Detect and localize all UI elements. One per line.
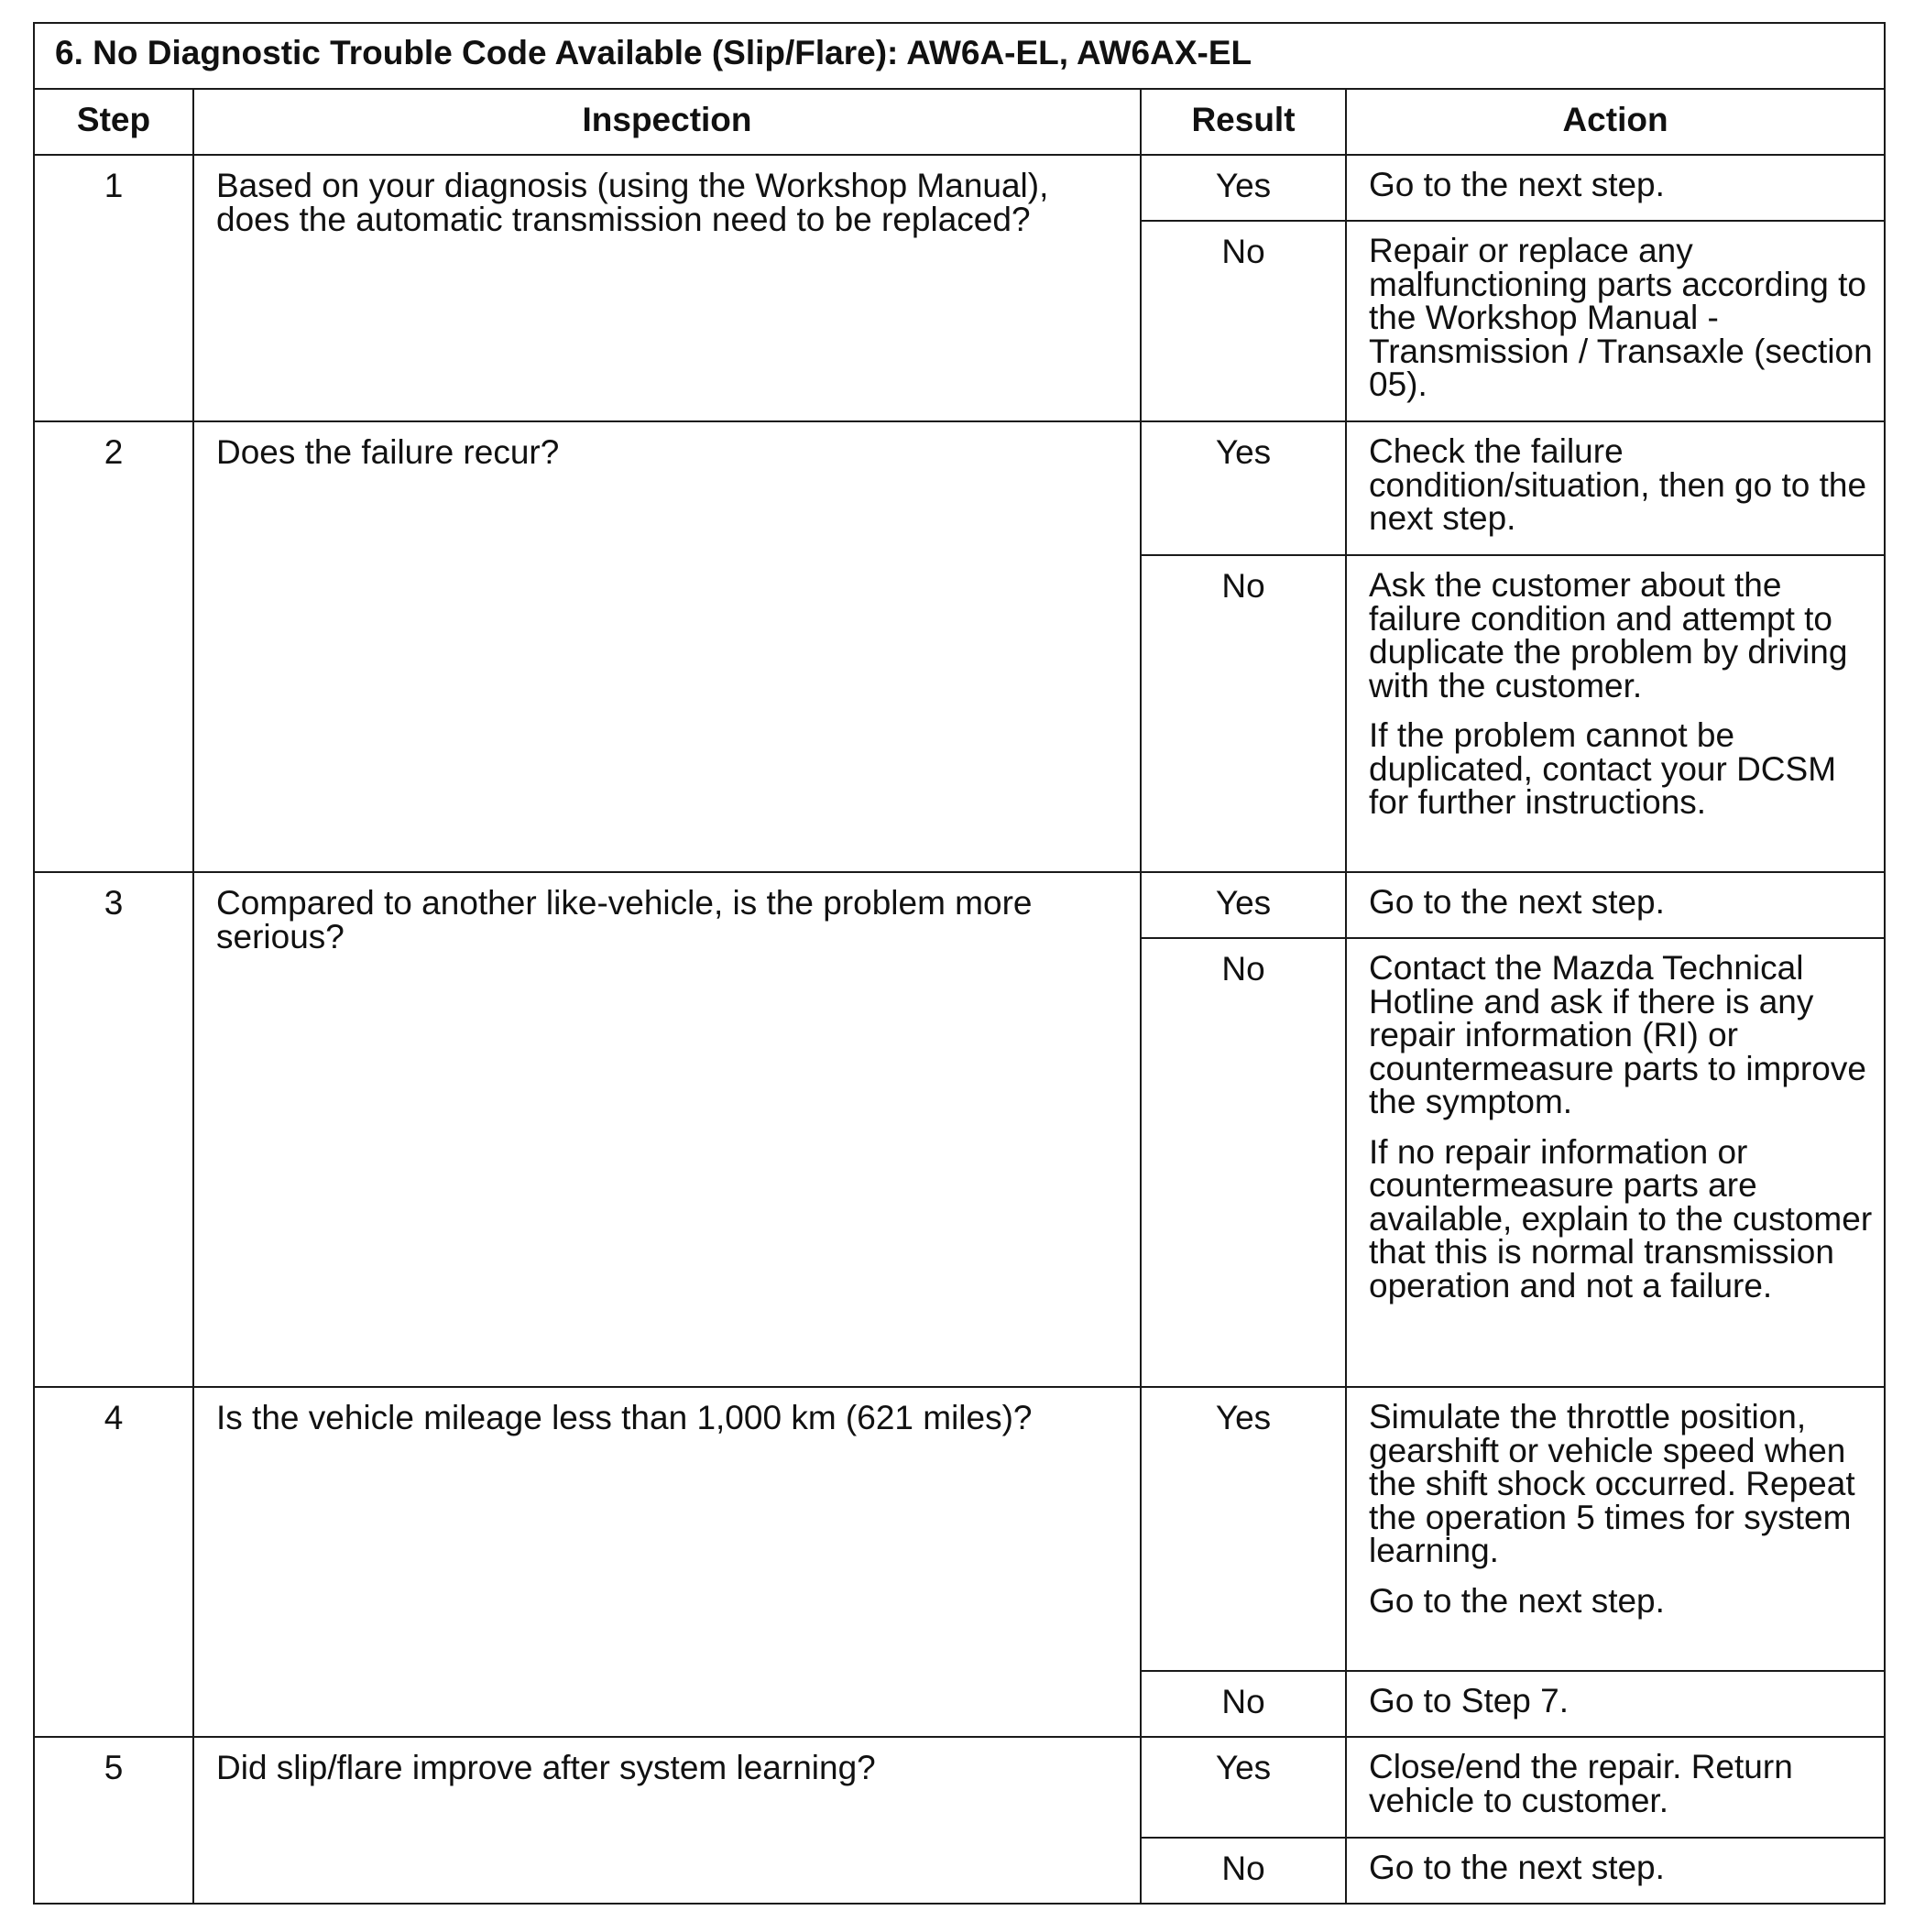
inspection-question: Did slip/flare improve after system learning? (193, 1737, 1141, 1904)
action-text: Go to the next step. (1369, 1849, 1665, 1886)
action-text: Contact the Mazda Technical Hotline and ask if there is any repair information (RI) or countermeasure parts to improve the symptom. (1369, 949, 1866, 1120)
result-yes: Yes (1141, 155, 1346, 221)
action-no (1346, 938, 1885, 1387)
diagnostic-table (33, 22, 1886, 1905)
result-no: No (1141, 1671, 1346, 1737)
action-yes (1346, 421, 1885, 555)
result-yes: Yes (1141, 1387, 1346, 1671)
title-row (34, 23, 1885, 89)
result-yes: Yes (1141, 872, 1346, 938)
step-number: 5 (34, 1737, 193, 1904)
step-number: 3 (34, 872, 193, 1387)
action-no (1346, 1838, 1885, 1904)
result-no: No (1141, 555, 1346, 872)
table-row (34, 872, 1885, 938)
table-body (34, 155, 1885, 1904)
result-no: No (1141, 221, 1346, 421)
action-text: If the problem cannot be duplicated, contact your DCSM for further instructions. (1369, 716, 1837, 821)
action-no (1346, 555, 1885, 872)
action-text: Go to Step 7. (1369, 1682, 1569, 1719)
table-row (34, 421, 1885, 555)
action-text: Close/end the repair. Return vehicle to customer. (1369, 1748, 1793, 1819)
header-inspection: Inspection (193, 89, 1141, 155)
action-text: Go to the next step. (1369, 166, 1665, 203)
action-text: Ask the customer about the failure condition and attempt to duplicate the problem by driving with the customer. (1369, 566, 1848, 704)
header-row (34, 89, 1885, 155)
result-no: No (1141, 1838, 1346, 1904)
inspection-question: Does the failure recur? (193, 421, 1141, 872)
inspection-question: Based on your diagnosis (using the Workshop Manual), does the automatic transmission need to be replaced? (193, 155, 1141, 421)
step-number: 1 (34, 155, 193, 421)
action-text: Go to the next step. (1369, 883, 1665, 921)
step-number: 2 (34, 421, 193, 872)
action-text: If no repair information or countermeasure parts are available, explain to the customer that this is normal transmission operation and not a failure. (1369, 1132, 1873, 1304)
header-result: Result (1141, 89, 1346, 155)
action-yes (1346, 155, 1885, 221)
table-row (34, 1387, 1885, 1671)
action-yes (1346, 872, 1885, 938)
result-yes: Yes (1141, 1737, 1346, 1838)
table-row (34, 1737, 1885, 1838)
result-no: No (1141, 938, 1346, 1387)
action-no (1346, 221, 1885, 421)
inspection-question: Compared to another like-vehicle, is the problem more serious? (193, 872, 1141, 1387)
action-no (1346, 1671, 1885, 1737)
action-text: Check the failure condition/situation, then go to the next step. (1369, 432, 1867, 537)
table-title: 6. No Diagnostic Trouble Code Available (Slip/Flare): AW6A-EL, AW6AX-EL (34, 23, 1885, 89)
action-yes (1346, 1737, 1885, 1838)
action-yes (1346, 1387, 1885, 1671)
action-text: Simulate the throttle position, gearshift or vehicle speed when the shift shock occurred. Repeat the operation 5 times for system learning. (1369, 1398, 1855, 1569)
result-yes: Yes (1141, 421, 1346, 555)
header-step: Step (34, 89, 193, 155)
step-number: 4 (34, 1387, 193, 1737)
inspection-question: Is the vehicle mileage less than 1,000 km (621 miles)? (193, 1387, 1141, 1737)
action-text: Go to the next step. (1369, 1581, 1665, 1620)
table-row (34, 155, 1885, 221)
action-text: Repair or replace any malfunctioning parts according to the Workshop Manual - Transmission / Transaxle (section 05). (1369, 232, 1873, 403)
diagnostic-document (33, 22, 1884, 1905)
header-action: Action (1346, 89, 1885, 155)
